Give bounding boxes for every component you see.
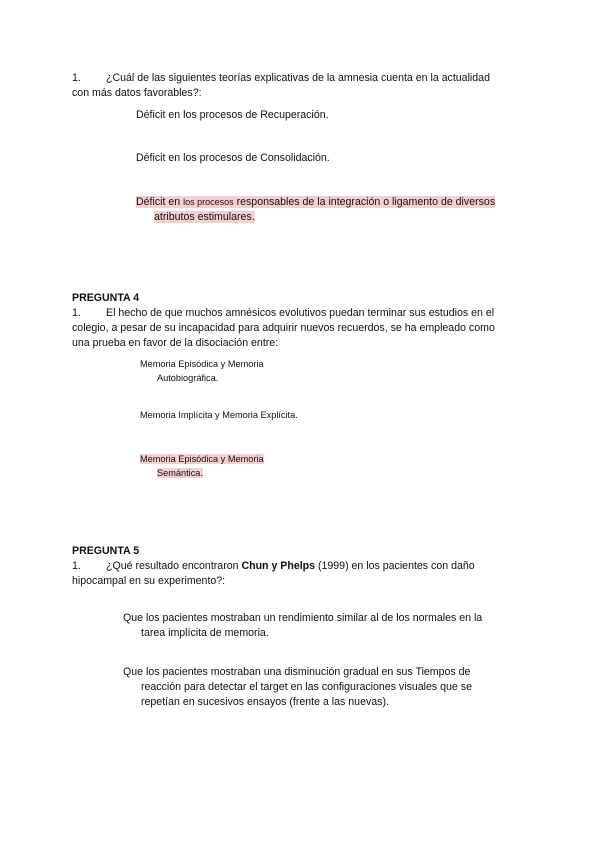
q3-option-c-line2: atributos estimulares. (154, 211, 255, 223)
q3-option-c-part1: Déficit en (136, 196, 184, 208)
q5-heading: PREGUNTA 5 (72, 545, 140, 557)
q5-question-part2: (1999) en los pacientes con daño (315, 560, 475, 572)
q3-option-b: Déficit en los procesos de Consolidación. (136, 152, 330, 164)
q5-question (72, 559, 542, 589)
q5-option-b-line3: repetían en sucesivos ensayos (frente a las nuevas). (141, 696, 389, 708)
q4-option-a (140, 357, 264, 385)
q3-option-c-small: los procesos (183, 197, 234, 207)
q4-option-c-line2: Semántica. (157, 468, 203, 478)
q3-question (72, 71, 532, 101)
q3-question-line1: ¿Cuál de las siguientes teorías explicativas de la amnesia cuenta en la actualidad (106, 72, 490, 84)
q4-question-line3: una prueba en favor de la disociación entre: (72, 337, 279, 349)
q5-option-b (123, 665, 543, 710)
q5-option-a-line1: Que los pacientes mostraban un rendimiento similar al de los normales en la (123, 612, 483, 624)
q4-option-c-line1: Memoria Episódica y Memoria (140, 454, 264, 464)
q5-option-b-line2: reacción para detectar el target en las configuraciones visuales que se (141, 681, 472, 693)
q4-number: 1. (72, 307, 81, 319)
q5-number: 1. (72, 560, 81, 572)
q4-question-line2: colegio, a pesar de su incapacidad para adquirir nuevos recuerdos, se ha empleado como (72, 322, 495, 334)
q5-question-part1: ¿Qué resultado encontraron (106, 560, 242, 572)
q4-option-c (140, 452, 264, 480)
q4-question-line1: El hecho de que muchos amnésicos evolutivos puedan terminar sus estudios en el (106, 307, 495, 319)
q5-question-bold: Chun y Phelps (241, 560, 316, 572)
q5-question-line2: hipocampal en su experimento?: (72, 575, 226, 587)
q3-option-c (136, 195, 536, 225)
q5-option-b-line1: Que los pacientes mostraban una disminución gradual en sus Tiempos de (123, 666, 471, 678)
q3-option-c-part2: responsables de la integración o ligamento de diversos (233, 196, 496, 208)
q3-number: 1. (72, 72, 81, 84)
q4-heading: PREGUNTA 4 (72, 292, 140, 304)
q4-option-b: Memoria Implícita y Memoria Explícita. (140, 410, 298, 420)
q4-question (72, 306, 542, 351)
q5-option-a (123, 611, 543, 641)
q5-option-a-line2: tarea implícita de memoria. (141, 627, 269, 639)
q3-option-a: Déficit en los procesos de Recuperación. (136, 109, 329, 121)
q3-question-line2: con más datos favorables?: (72, 87, 202, 99)
q4-option-a-line1: Memoria Episódica y Memoria (140, 359, 264, 369)
q4-option-a-line2: Autobiográfica. (157, 373, 219, 383)
